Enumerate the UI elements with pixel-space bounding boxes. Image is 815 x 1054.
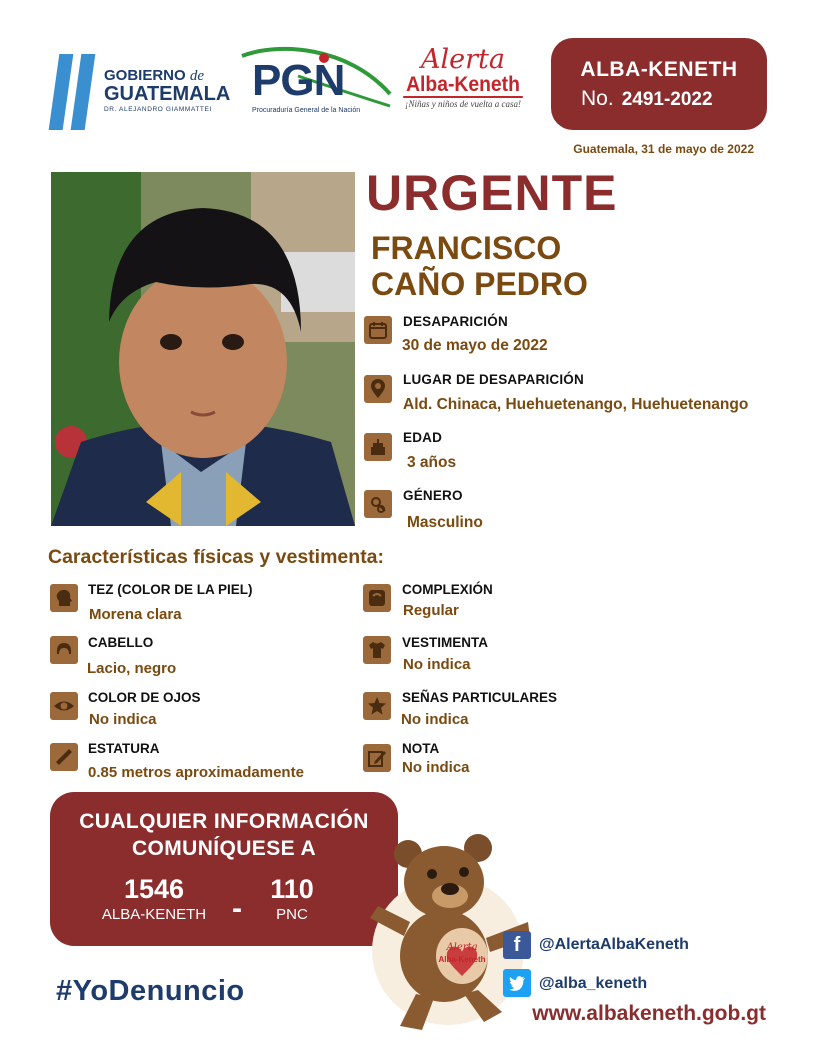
note-edit-icon: [363, 744, 391, 772]
gobierno-de: de: [189, 68, 205, 84]
urgent-heading: URGENTE: [366, 165, 618, 221]
hair-icon: [50, 636, 78, 664]
gender-value: Masculino: [407, 514, 483, 531]
location-pin-icon: [364, 375, 392, 403]
gender-label: GÉNERO: [403, 488, 463, 503]
contact-line-1: CUALQUIER INFORMACIÓN: [79, 810, 369, 833]
case-no-value: 2491-2022: [621, 89, 713, 110]
birthday-cake-icon: [364, 433, 392, 461]
build-label: COMPLEXIÓN: [402, 582, 493, 597]
website-link[interactable]: www.albakeneth.gob.gt: [532, 1002, 766, 1025]
gobierno-word: GOBIERNO: [104, 67, 186, 84]
bear-badge-name: Alba-Keneth: [438, 955, 486, 964]
disappearance-place-label: LUGAR DE DESAPARICIÓN: [403, 372, 584, 387]
phone-alba-keneth-label: ALBA-KENETH: [101, 906, 207, 923]
president-name: DR. ALEJANDRO GIAMMATTEI: [104, 106, 212, 113]
note-value: No indica: [402, 759, 470, 776]
gender-icon: [364, 490, 392, 518]
facebook-handle[interactable]: @AlertaAlbaKeneth: [539, 936, 689, 953]
case-no-label: No.: [581, 87, 614, 110]
child-first-name: FRANCISCO: [371, 230, 562, 266]
facebook-icon[interactable]: f: [503, 931, 531, 959]
disappearance-date-value: 30 de mayo de 2022: [402, 337, 548, 354]
case-number-box: [551, 38, 767, 130]
phone-pnc[interactable]: 110: [270, 874, 314, 904]
missing-child-photo: [51, 172, 355, 526]
gobierno-logo-text: [104, 68, 234, 113]
distinguishing-marks-value: No indica: [401, 711, 469, 728]
scale-icon: [363, 584, 391, 612]
child-last-names: CAÑO PEDRO: [371, 266, 588, 302]
gobierno-logo-bars: [50, 54, 96, 130]
clothing-label: VESTIMENTA: [402, 635, 489, 650]
disappearance-date-label: DESAPARICIÓN: [403, 314, 508, 329]
hair-value: Lacio, negro: [87, 660, 177, 677]
eye-icon: [50, 692, 78, 720]
alerta-logo-title: Alerta: [421, 44, 505, 75]
phone-pnc-label: PNC: [276, 906, 308, 923]
age-label: EDAD: [403, 430, 443, 445]
hair-label: CABELLO: [88, 635, 154, 650]
height-label: ESTATURA: [88, 741, 160, 756]
alerta-alba-keneth-logo: [398, 46, 528, 109]
distinguishing-marks-label: SEÑAS PARTICULARES: [402, 690, 558, 705]
eye-color-value: No indica: [89, 711, 157, 728]
head-profile-icon: [50, 584, 78, 612]
alerta-logo-tagline: ¡Niñas y niños de vuelta a casa!: [405, 99, 521, 109]
pgn-subtitle: Procuraduría General de la Nación: [252, 107, 361, 114]
twitter-icon[interactable]: [503, 969, 531, 997]
contact-info-box: [50, 792, 398, 946]
pgn-letters: PGN: [252, 56, 345, 105]
ruler-icon: [50, 743, 78, 771]
age-value: 3 años: [407, 454, 457, 471]
height-value: 0.85 metros aproximadamente: [88, 764, 304, 781]
eye-color-label: COLOR DE OJOS: [88, 690, 201, 705]
phone-alba-keneth[interactable]: 1546: [123, 874, 185, 904]
issue-date: Guatemala, 31 de mayo de 2022: [573, 142, 754, 156]
alerta-logo-name: Alba-Keneth: [403, 74, 523, 98]
case-title: ALBA-KENETH: [580, 58, 738, 81]
guatemala-word: GUATEMALA: [104, 83, 231, 105]
disappearance-place-value: Ald. Chinaca, Huehuetenango, Huehuetenango: [403, 396, 749, 413]
contact-line-2: COMUNÍQUESE A: [131, 837, 317, 860]
note-label: NOTA: [402, 741, 440, 756]
build-value: Regular: [403, 602, 459, 619]
phone-separator: -: [232, 892, 242, 925]
case-number-line: [581, 87, 713, 111]
star-icon: [363, 692, 391, 720]
calendar-icon: [364, 316, 392, 344]
skin-tone-value: Morena clara: [89, 606, 182, 623]
clothing-value: No indica: [403, 656, 471, 673]
characteristics-heading: Características físicas y vestimenta:: [48, 546, 385, 568]
skin-tone-label: TEZ (COLOR DE LA PIEL): [88, 582, 253, 597]
hashtag: #YoDenuncio: [56, 975, 245, 1007]
twitter-handle[interactable]: @alba_keneth: [539, 975, 648, 992]
bear-badge-title: Alerta: [446, 942, 478, 953]
shirt-icon: [363, 636, 391, 664]
